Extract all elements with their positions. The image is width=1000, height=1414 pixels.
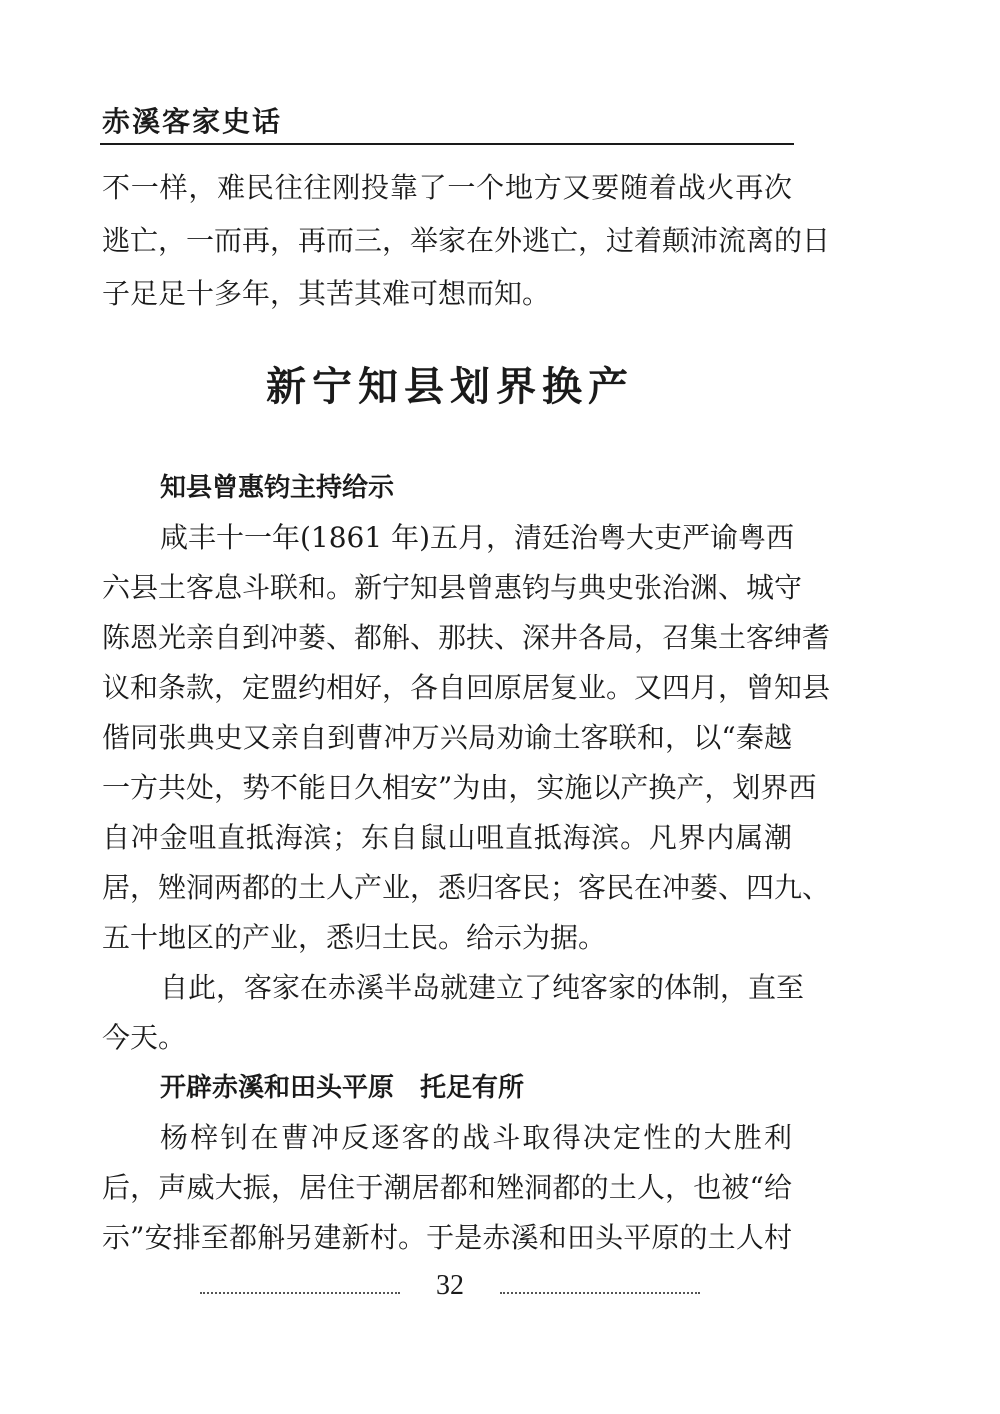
page-footer [0, 1270, 1000, 1310]
body-line: 一方共处，势不能日久相安”为由，实施以产换产，划界西 [102, 771, 817, 804]
page-number: 32 [436, 1270, 464, 1301]
subsection-heading: 开辟赤溪和田头平原 托足有所 [160, 1073, 525, 1103]
body-line: 自此，客家在赤溪半岛就建立了纯客家的体制，直至 [160, 971, 805, 1004]
body-line: 后，声威大振，居住于潮居都和矬洞都的土人，也被“给 [102, 1171, 792, 1204]
subsection-heading: 知县曾惠钧主持给示 [160, 473, 395, 503]
body-line: 示”安排至都斛另建新村。于是赤溪和田头平原的土人村 [102, 1221, 792, 1254]
body-line: 六县土客息斗联和。新宁知县曾惠钧与典史张治渊、城守 [102, 571, 803, 604]
header-rule [100, 143, 794, 145]
running-head: 赤溪客家史话 [102, 105, 283, 138]
body-line: 不一样，难民往往刚投靠了一个地方又要随着战火再次 [102, 171, 792, 204]
footer-rule-left [200, 1292, 400, 1294]
body-line: 陈恩光亲自到冲蒌、都斛、那扶、深井各局，召集土客绅耆 [102, 621, 831, 654]
body-line: 议和条款，定盟约相好，各自回原居复业。又四月，曾知县 [102, 671, 831, 704]
body-line: 居，矬洞两都的土人产业，悉归客民；客民在冲蒌、四九、 [102, 871, 831, 904]
body-line: 今天。 [102, 1021, 187, 1054]
body-line: 自冲金咀直抵海滨；东自鼠山咀直抵海滨。凡界内属潮 [102, 821, 792, 854]
body-line: 子足足十多年，其苦其难可想而知。 [102, 277, 551, 310]
body-line: 杨梓钊在曹冲反逐客的战斗取得决定性的大胜利 [160, 1121, 792, 1154]
body-line: 偕同张典史又亲自到曹冲万兴局劝谕土客联和，以“秦越 [102, 721, 792, 754]
footer-rule-right [500, 1292, 700, 1294]
body-line: 五十地区的产业，悉归土民。给示为据。 [102, 921, 607, 954]
section-title: 新宁知县划界换产 [266, 363, 634, 410]
body-line: 逃亡，一而再，再而三，举家在外逃亡，过着颠沛流离的日 [102, 224, 831, 257]
body-line: 咸丰十一年(1861 年)五月，清廷治粤大吏严谕粤西 [160, 521, 795, 554]
